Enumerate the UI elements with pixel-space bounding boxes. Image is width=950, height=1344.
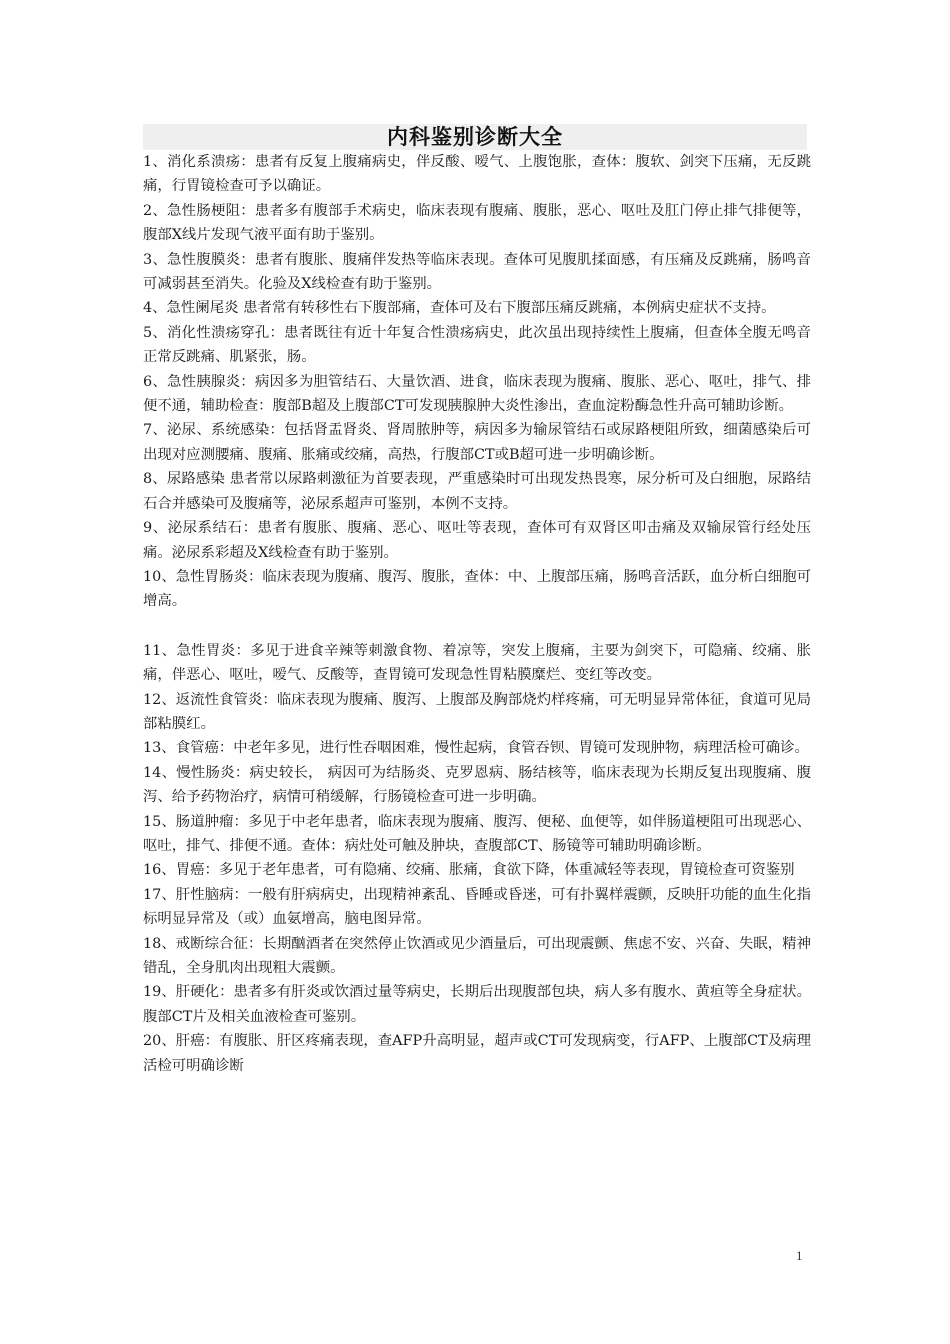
document-body: [143, 150, 811, 1078]
paragraph-group-2: [143, 639, 811, 1078]
paragraph-3: 3、急性腹膜炎：患者有腹胀、腹痛伴发热等临床表现。查体可见腹肌揉面感，有压痛及反跳痛，肠鸣音可减弱甚至消失。化验及X线检查有助于鉴别。: [143, 251, 811, 293]
paragraph-1: 1、消化系溃疡：患者有反复上腹痛病史，伴反酸、嗳气、上腹饱胀，查体：腹软、剑突下压痛，无反跳痛，行胃镜检查可予以确证。: [143, 154, 811, 195]
page-number: 1: [796, 1248, 803, 1263]
paragraph-11: 11、急性胃炎：多见于进食辛辣等刺激食物、着凉等，突发上腹痛，主要为剑突下，可隐痛、绞痛、胀痛，伴恶心、呕吐，嗳气、反酸等，查胃镜可发现急性胃粘膜糜烂、变红等改变。: [143, 642, 811, 684]
paragraph-7: 7、泌尿、系统感染：包括肾盂肾炎、肾周脓肿等，病因多为输尿管结石或尿路梗阻所致，细菌感染后可出现对应测腰痛、腹痛、胀痛或绞痛，高热，行腹部CT或B超可进一步明确诊断。: [143, 422, 811, 463]
paragraph-14: 14、慢性肠炎：病史较长， 病因可为结肠炎、克罗恩病、肠结核等，临床表现为长期反复出现腹痛、腹泻、给予药物治疗，病情可稍缓解，行肠镜检查可进一步明确。: [143, 764, 811, 806]
paragraph-19: 19、肝硬化：患者多有肝炎或饮酒过量等病史，长期后出现腹部包块，病人多有腹水、黄疸等全身症状。腹部CT片及相关血液检查可鉴别。: [143, 984, 811, 1025]
paragraph-2: 2、急性肠梗阻：患者多有腹部手术病史，临床表现有腹痛、腹胀，恶心、呕吐及肛门停止排气排便等，腹部X线片发现气液平面有助于鉴别。: [143, 202, 811, 244]
paragraph-18: 18、戒断综合征：长期酗酒者在突然停止饮酒或见少酒量后，可出现震颤、焦虑不安、兴奋、失眠，精神错乱，全身肌肉出现粗大震颤。: [143, 935, 811, 976]
paragraph-4: 4、急性阑尾炎 患者常有转移性右下腹部痛，查体可及右下腹部压痛反跳痛，本例病史症状不支持。: [143, 300, 776, 317]
title-bar: [143, 124, 807, 150]
paragraph-6: 6、急性胰腺炎：病因多为胆管结石、大量饮酒、进食，临床表现为腹痛、腹胀、恶心、呕吐，排气、排便不通，辅助检查：腹部B超及上腹部CT可发现胰腺肿大炎性渗出，查血淀粉酶急性升高可辅助诊断。: [143, 373, 811, 415]
paragraph-12: 12、返流性食管炎：临床表现为腹痛、腹泻、上腹部及胸部烧灼样疼痛，可无明显异常体征，食道可见局部粘膜红。: [143, 691, 811, 732]
paragraph-20: 20、肝癌：有腹胀、肝区疼痛表现，查AFP升高明显，超声或CT可发现病变，行AFP、上腹部CT及病理活检可明确诊断: [143, 1033, 811, 1074]
paragraph-8: 8、尿路感染 患者常以尿路刺激征为首要表现，严重感染时可出现发热畏寒，尿分析可及白细胞，尿路结石合并感染可及腹痛等，泌尿系超声可鉴别，本例不支持。: [143, 471, 811, 512]
paragraph-16: 16、胃癌：多见于老年患者，可有隐痛、绞痛、胀痛，食欲下降，体重减轻等表现，胃镜检查可资鉴别: [143, 862, 795, 879]
paragraph-group-1: [143, 150, 811, 614]
document-title: 内科鉴别诊断大全: [387, 125, 563, 149]
paragraph-5: 5、消化性溃疡穿孔：患者既往有近十年复合性溃疡病史，此次虽出现持续性上腹痛，但查体全腹无鸣音正常反跳痛、肌紧张，肠。: [143, 324, 811, 366]
paragraph-17: 17、肝性脑病：一般有肝病病史，出现精神紊乱、昏睡或昏迷，可有扑翼样震颤，反映肝功能的血生化指标明显异常及（或）血氨增高，脑电图异常。: [143, 886, 811, 928]
paragraph-13: 13、食管癌：中老年多见，进行性吞咽困难，慢性起病，食管吞钡、胃镜可发现肿物，病理活检可确诊。: [143, 740, 809, 757]
blank-line: [143, 614, 811, 639]
paragraph-9: 9、泌尿系结石：患者有腹胀、腹痛、恶心、呕吐等表现，查体可有双肾区叩击痛及双输尿管行经处压痛。泌尿系彩超及X线检查有助于鉴别。: [143, 520, 811, 561]
paragraph-15: 15、肠道肿瘤：多见于中老年患者，临床表现为腹痛、腹泻、便秘、血便等，如伴肠道梗阻可出现恶心、呕吐，排气、排便不通。查体：病灶处可触及肿块，查腹部CT、肠镜等可辅助明确诊断。: [143, 813, 811, 854]
paragraph-10: 10、急性胃肠炎：临床表现为腹痛、腹泻、腹胀，查体：中、上腹部压痛，肠鸣音活跃，血分析白细胞可增高。: [143, 568, 811, 610]
